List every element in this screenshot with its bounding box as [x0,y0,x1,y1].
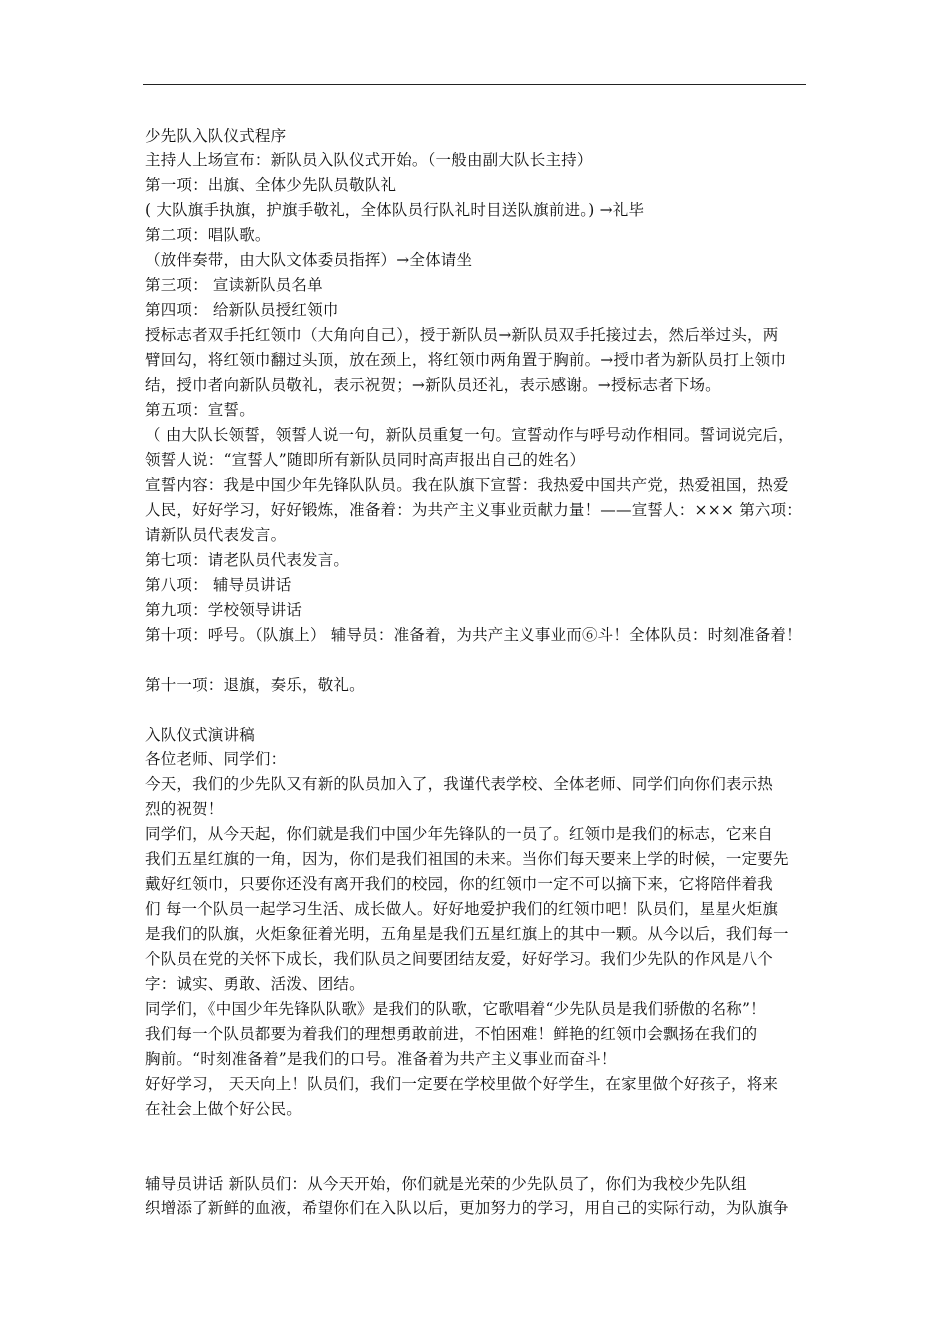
text-line: 戴好红领巾，只要你还没有离开我们的校园，你的红领巾一定不可以摘下来，它将陪伴着我 [145,875,774,893]
text-line: 字：诚实、勇敢、活泼、团结。 [145,975,365,993]
text-line: 第七项：请老队员代表发言。 [145,551,350,569]
text-line: 第十项：呼号。（队旗上） 辅导员：准备着，为共产主义事业而⑥斗！全体队员：时刻准备着！ [145,626,802,644]
text-line: ( 大队旗手执旗，护旗手敬礼，全体队员行队礼时目送队旗前进。) →礼毕 [145,201,645,219]
text-line: 辅导员讲话 新队员们：从今天开始，你们就是光荣的少先队员了，你们为我校少先队组 [145,1175,747,1193]
text-line: 今天，我们的少先队又有新的队员加入了，我谨代表学校、全体老师、同学们向你们表示热 [145,775,774,793]
text-line: 是我们的队旗，火炬象征着光明，五角星是我们五星红旗上的其中一颗。从今以后，我们每一 [145,925,789,943]
text-line: 第八项： 辅导员讲话 [145,576,292,594]
text-line: 同学们，从今天起，你们就是我们中国少年先锋队的一员了。红领巾是我们的标志，它来自 [145,825,774,843]
text-line: 第四项： 给新队员授红领巾 [145,301,339,319]
text-line: 烈的祝贺！ [145,800,224,818]
text-line: 宣誓内容：我是中国少年先锋队队员。我在队旗下宣誓：我热爱中国共产党，热爱祖国，热爱 [145,476,789,494]
text-line: 们 每一个队员一起学习生活、成长做人。好好地爱护我们的红领巾吧！队员们，星星火炬旗 [145,900,779,918]
text-line: （ 由大队长领誓，领誓人说一句，新队员重复一句。宣誓动作与呼号动作相同。誓词说完后， [145,426,794,444]
text-line: 臂回勾，将红领巾翻过头顶，放在颈上，将红领巾两角置于胸前。→授巾者为新队员打上领巾 [145,351,787,369]
text-line: 个队员在党的关怀下成长，我们队员之间要团结友爱，好好学习。我们少先队的作风是八个 [145,950,774,968]
text-line: 人民，好好学习，好好锻炼，准备着：为共产主义事业贡献力量！——宣誓人：××× 第六项： [145,501,802,519]
text-line: 第二项：唱队歌。 [145,226,271,244]
header-rule [143,84,806,85]
text-line: 我们五星红旗的一角，因为，你们是我们祖国的未来。当你们每天要来上学的时候，一定要先 [145,850,789,868]
text-line: 授标志者双手托红领巾（大角向自己），授于新队员→新队员双手托接过去，然后举过头，两 [145,326,779,344]
text-line: 领誓人说：“宣誓人”随即所有新队员同时高声报出自己的姓名） [145,451,586,469]
text-line: 在社会上做个好公民。 [145,1100,303,1118]
text-line: 织增添了新鲜的血液，希望你们在入队以后，更加努力的学习，用自己的实际行动，为队旗争 [145,1199,789,1217]
text-line: 第三项： 宣读新队员名单 [145,276,323,294]
text-line: 第五项：宣誓。 [145,401,255,419]
text-line: 胸前。“时刻准备着”是我们的口号。准备着为共产主义事业而奋斗！ [145,1050,617,1068]
text-line: 好好学习， 天天向上！队员们，我们一定要在学校里做个好学生，在家里做个好孩子，将来 [145,1075,779,1093]
text-line: 入队仪式演讲稿 [145,726,255,744]
text-line: 少先队入队仪式程序 [145,127,287,145]
text-line: 我们每一个队员都要为着我们的理想勇敢前进，不怕困难！鲜艳的红领巾会飘扬在我们的 [145,1025,758,1043]
text-line: 第九项：学校领导讲话 [145,601,303,619]
text-line: 主持人上场宣布：新队员入队仪式开始。（一般由副大队长主持） [145,151,593,169]
text-line: 结，授巾者向新队员敬礼，表示祝贺；→新队员还礼，表示感谢。→授标志者下场。 [145,376,721,394]
text-line: 同学们，《中国少年先锋队队歌》是我们的队歌，它歌唱着“少先队员是我们骄傲的名称”！ [145,1000,766,1018]
text-line: 请新队员代表发言。 [145,526,287,544]
text-line: 第十一项：退旗，奏乐，敬礼。 [145,676,365,694]
text-line: （放伴奏带，由大队文体委员指挥）→全体请坐 [145,251,473,269]
text-line: 第一项：出旗、全体少先队员敬队礼 [145,176,397,194]
text-line: 各位老师、同学们： [145,750,287,768]
